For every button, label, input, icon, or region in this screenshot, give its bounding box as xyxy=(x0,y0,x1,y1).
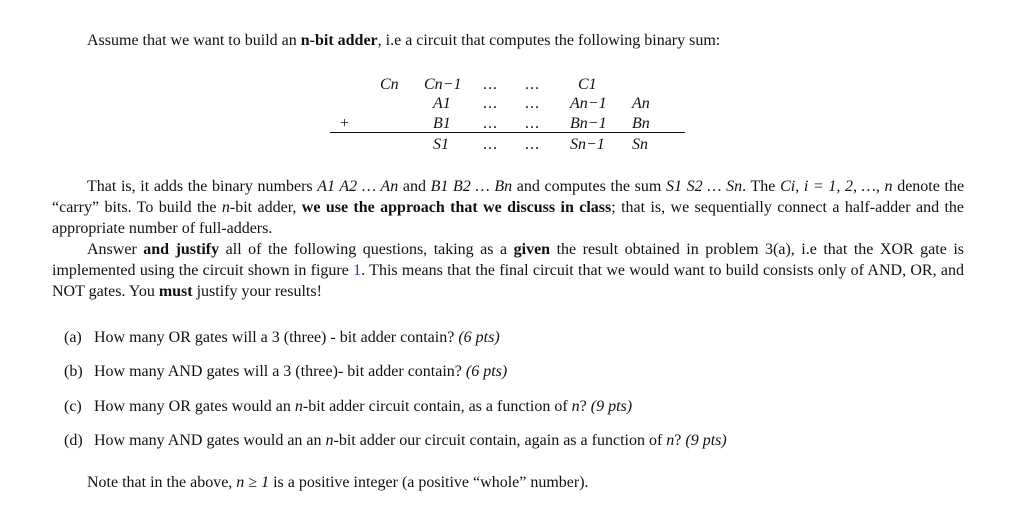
a-dots-1: ... xyxy=(483,95,498,112)
s-1: S1 xyxy=(433,136,449,153)
a-n: An xyxy=(632,95,650,112)
binary-sum-layout xyxy=(330,72,685,158)
b-1: B1 xyxy=(433,115,451,132)
s-dots-2: ... xyxy=(525,136,540,153)
carry-c1: C1 xyxy=(578,76,597,93)
intro-sentence: Assume that we want to build an n-bit adder, i.e a circuit that computes the following binary sum: xyxy=(87,32,721,49)
sum-rule-line xyxy=(330,132,685,133)
b-n: Bn xyxy=(632,115,650,132)
a-n-1: An−1 xyxy=(570,95,607,112)
b-dots-1: ... xyxy=(483,115,498,132)
carry-dots-1: ... xyxy=(483,76,498,93)
s-n-1: Sn−1 xyxy=(570,136,605,153)
b-n-1: Bn−1 xyxy=(570,115,607,132)
a-1: A1 xyxy=(433,95,451,112)
intro-bold-term: n-bit adder xyxy=(300,32,378,49)
b-dots-2: ... xyxy=(525,115,540,132)
question-a: (a) How many OR gates will a 3 (three) - bit adder contain? (6 pts) xyxy=(64,329,500,346)
note-sentence: Note that in the above, n ≥ 1 is a positive integer (a positive “whole” number). xyxy=(87,474,589,491)
figure-reference-link[interactable]: 1 xyxy=(353,262,362,279)
carry-cn: Cn xyxy=(380,76,399,93)
question-b: (b) How many AND gates will a 3 (three)- bit adder contain? (6 pts) xyxy=(64,363,508,380)
carry-cn-1: Cn−1 xyxy=(424,76,462,93)
a-dots-2: ... xyxy=(525,95,540,112)
paragraph-adder-description: That is, it adds the binary numbers A1 A2 … An and B1 B2 … Bn and computes the sum S1 S2 … Sn. The Ci, i = 1, 2, …, n denote the “carry” bits. To build the n-bit adder, we use the approach that we discuss in class; that is, we sequentially connect a half-adder and the appropriate number of full-adders. xyxy=(52,178,965,237)
s-n: Sn xyxy=(632,136,648,153)
s-dots-1: ... xyxy=(483,136,498,153)
carry-dots-2: ... xyxy=(525,76,540,93)
question-d: (d) How many AND gates would an an n-bit adder our circuit contain, again as a function of n? (9 pts) xyxy=(64,432,727,449)
paragraph-instructions: Answer and justify all of the following questions, taking as a given the result obtained in problem 3(a), i.e that the XOR gate is implemented using the circuit shown in figure 1. This means that the final circuit that we would want to build consists only of AND, OR, and NOT gates. You must justify your results! xyxy=(52,241,965,300)
question-c: (c) How many OR gates would an n-bit adder circuit contain, as a function of n? (9 pts) xyxy=(64,398,633,415)
plus-sign: + xyxy=(340,115,350,132)
explanation-block xyxy=(52,176,964,302)
